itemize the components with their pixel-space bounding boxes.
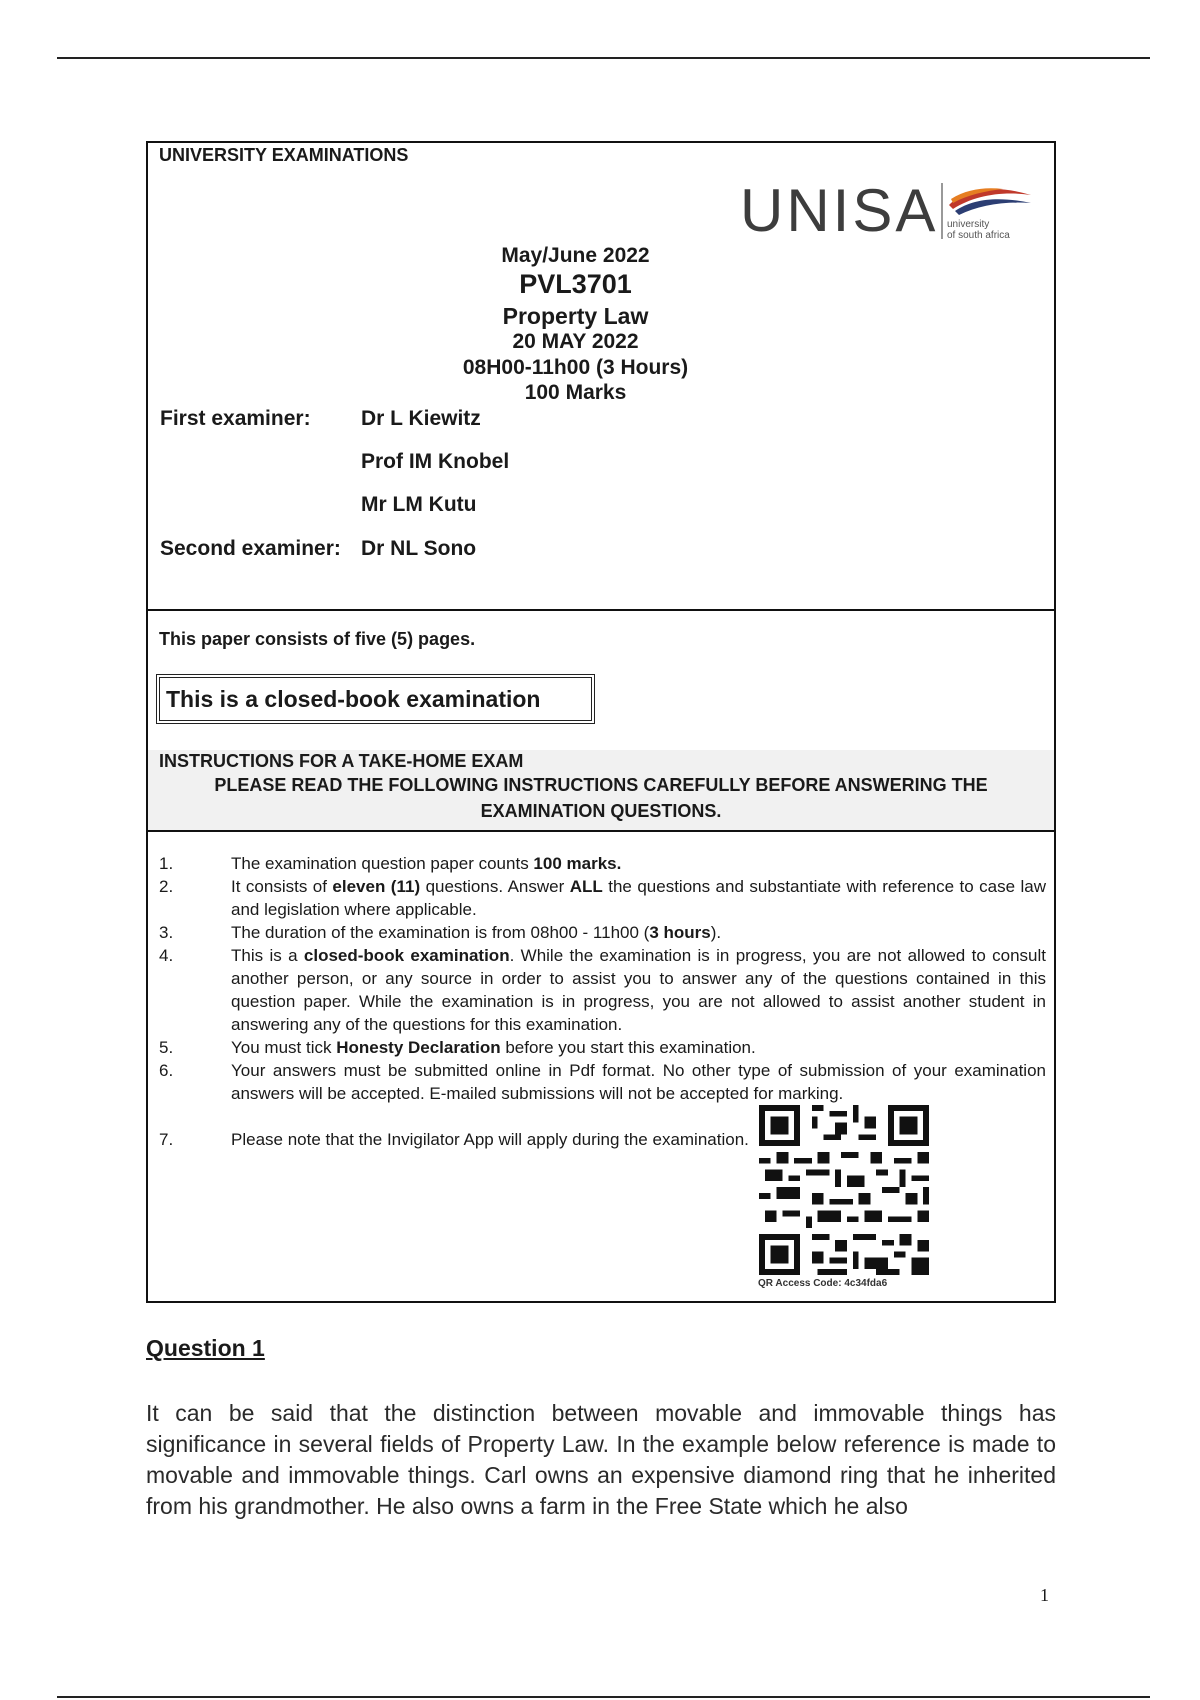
read-notice-line: PLEASE READ THE FOLLOWING INSTRUCTIONS CAREFULLY BEFORE ANSWERING THE: [214, 775, 988, 795]
instruction-text: You must tick Honesty Declaration before you start this examination.: [231, 1038, 756, 1057]
first-examiner-name: Mr LM Kutu: [361, 493, 477, 516]
qr-code-icon: [759, 1105, 929, 1275]
logo-wordmark: UNISA: [740, 177, 939, 244]
instructions-read-notice: [148, 772, 1054, 824]
module-code: PVL3701: [519, 269, 632, 299]
read-notice-line: EXAMINATION QUESTIONS.: [480, 801, 722, 821]
instruction-number: 4.: [159, 946, 174, 965]
bottom-rule: [57, 1696, 1150, 1698]
instruction-text: The examination question paper counts 100 marks.: [231, 854, 622, 873]
exam-date: 20 MAY 2022: [512, 330, 639, 353]
instruction-text: This is a closed-book examination. While the examination is in progress, you are not allowed to consult another person, or any source in order to assist you to answer any of the questions contained in this question paper. While the examination is in progress, you are not allowed to assist another student in answering any of the questions for this examination.: [231, 946, 1046, 1034]
instruction-text: Your answers must be submitted online in Pdf format. No other type of submission of your examination answers will be accepted. E-mailed submissions will not be accepted for marking.: [231, 1061, 1046, 1103]
second-examiner-label: Second examiner:: [160, 537, 341, 560]
instruction-text: The duration of the examination is from 08h00 - 11h00 (3 hours).: [231, 923, 722, 942]
logo-subtitle-line2: of south africa: [947, 230, 1010, 241]
module-name: Property Law: [502, 303, 649, 329]
instruction-number: 6.: [159, 1061, 174, 1080]
logo-subtitle-line1: university: [947, 219, 990, 230]
exam-session: May/June 2022: [501, 244, 650, 267]
question-body: It can be said that the distinction between movable and immovable things has significance in several fields of Property Law. In the example below reference is made to movable and immovable things. Carl owns an expensive diamond ring that he inherited from his grandmother. He also owns a farm in the Free State which he also: [146, 1400, 1056, 1519]
first-examiner-name: Dr L Kiewitz: [361, 407, 481, 430]
instruction-number: 3.: [159, 923, 174, 942]
instruction-number: 1.: [159, 854, 174, 873]
university-examinations-heading: UNIVERSITY EXAMINATIONS: [159, 145, 409, 165]
top-rule: [57, 57, 1150, 59]
instructions-header: [148, 750, 1054, 832]
qr-access-code: QR Access Code: 4c34fda6: [758, 1278, 888, 1289]
exam-time: 08H00-11h00 (3 Hours): [462, 356, 689, 379]
pages-section: [148, 609, 1054, 752]
header-section: [148, 143, 1054, 611]
logo-divider: [941, 183, 943, 239]
closed-book-notice: This is a closed-book examination: [159, 677, 592, 721]
second-examiner-name: Dr NL Sono: [361, 537, 477, 560]
page-count-note: This paper consists of five (5) pages.: [159, 629, 476, 649]
instruction-number: 2.: [159, 877, 174, 896]
first-examiner-name: Prof IM Knobel: [361, 450, 510, 473]
question-title: Question 1: [146, 1335, 265, 1361]
instruction-number: 7.: [159, 1130, 174, 1149]
instruction-text: Please note that the Invigilator App will apply during the examination.: [231, 1130, 749, 1149]
exam-marks: 100 Marks: [524, 381, 627, 404]
exam-cover-box: [146, 141, 1056, 1303]
page-number: 1: [1040, 1585, 1049, 1605]
instructions-title: INSTRUCTIONS FOR A TAKE-HOME EXAM: [159, 751, 524, 771]
instructions-list: [148, 830, 1054, 1301]
instruction-number: 5.: [159, 1038, 174, 1057]
first-examiner-label: First examiner:: [160, 407, 311, 430]
unisa-logo: [740, 179, 1040, 243]
unisa-swoosh-icon: [945, 183, 1035, 219]
instruction-text: It consists of eleven (11) questions. Answer ALL the questions and substantiate with reference to case law and legislation where applicable.: [231, 877, 1046, 919]
